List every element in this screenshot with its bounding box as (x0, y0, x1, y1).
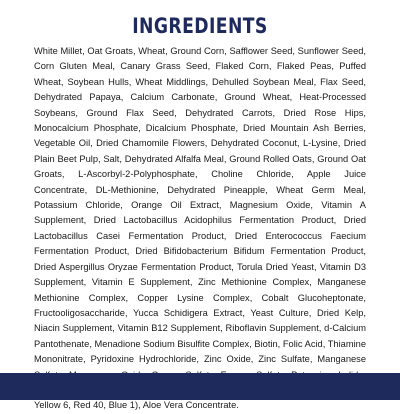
ingredients-list: White Millet, Oat Groats, Wheat, Ground Corn, Safflower Seed, Sunflower Seed, Corn Gluten Meal, Canary Grass Seed, Flaked Corn, Flaked Peas, Puffed Wheat, Soybean Hulls, Wheat Middlings, Dehulled Soybean Meal, Flax Seed, Dehydrated Papaya, Calcium Carbonate, Ground Wheat, Heat-Processed Soybeans, Ground Flax Seed, Dehydrated Carrots, Dried Rose Hips, Monocalcium Phosphate, Dicalcium Phosphate, Dried Mountain Ash Berries, Vegetable Oil, Dried Chamomile Flowers, Dehydrated Coconut, L-Lysine, Dried Plain Beet Pulp, Salt, Dehydrated Alfalfa Meal, Ground Rolled Oats, Ground Oat Groats, L-Ascorbyl-2-Polyphosphate, Choline Chloride, Apple Juice Concentrate, DL-Methionine, Dehydrated Pineapple, Wheat Germ Meal, Potassium Chloride, Orange Oil Extract, Magnesium Oxide, Vitamin A Supplement, Dried Lactobacillus Acidophilus Fermentation Product, Dried Lactobacillus Casei Fermentation Product, Dried Enterococcus Faecium Fermentation Product, Dried Bifidobacterium Bifidum Fermentation Product, Dried Aspergillus Oryzae Fermentation Product, Torula Dried Yeast, Vitamin D3 Supplement, Vitamin E Supplement, Zinc Methionine Complex, Manganese Methionine Complex, Copper Lysine Complex, Cobalt Glucoheptonate, Fructooligosaccharide, Yucca Schidigera Extract, Yeast Culture, Dried Kelp, Niacin Supplement, Vitamin B12 Supplement, Riboflavin Supplement, d-Calcium Pantothenate, Menadione Sodium Bisulfite Complex, Biotin, Folic Acid, Thiamine Mononitrate, Pyridoxine Hydrochloride, Zinc Oxide, Zinc Sulfate, Manganese Yellow 6, Red 40, Blue 1), Aloe Vera Concentrate. (34, 46, 366, 411)
page-title: INGREDIENTS (132, 14, 268, 38)
footer-bar (0, 373, 400, 400)
